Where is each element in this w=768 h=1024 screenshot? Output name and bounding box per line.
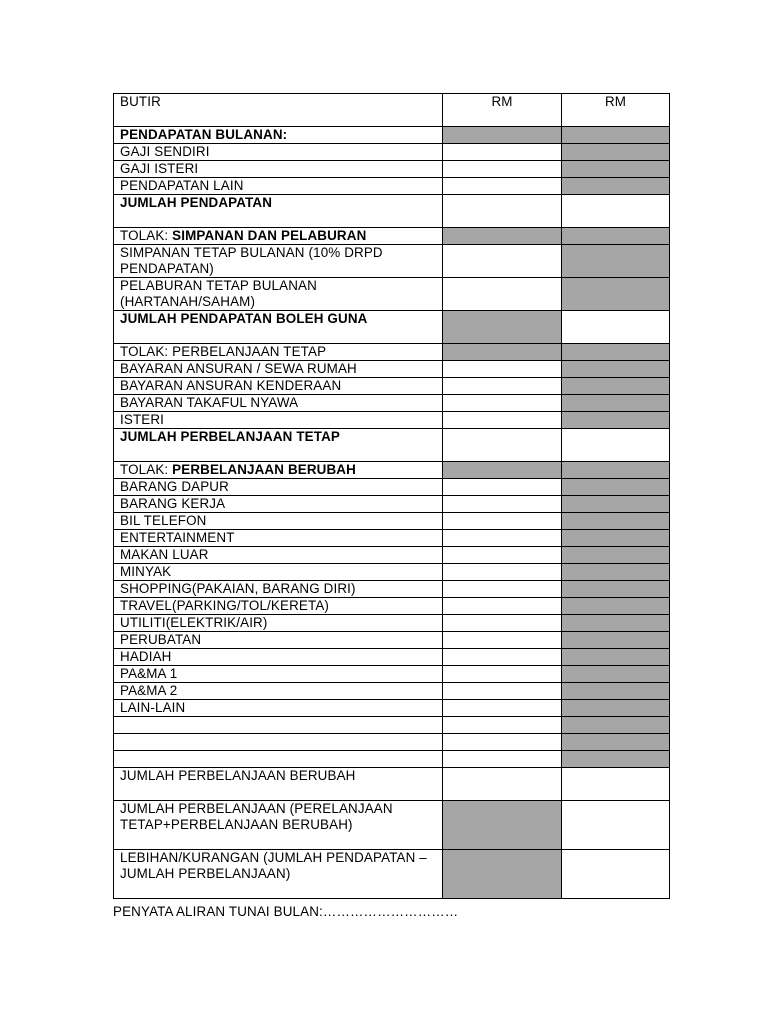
row-label-text: UTILITI(ELEKTRIK/AIR) <box>120 615 268 630</box>
table-row <box>114 462 670 479</box>
shaded-amount-cell <box>443 311 562 344</box>
row-label-text: LEBIHAN/KURANGAN (JUMLAH PENDAPATAN – JUMLAH PERBELANJAAN) <box>120 850 427 881</box>
table-row <box>114 479 670 496</box>
shaded-amount-cell <box>562 564 670 581</box>
row-label-text: PELABURAN TETAP BULANAN (HARTANAH/SAHAM) <box>120 278 317 309</box>
row-label <box>114 768 443 801</box>
table-body <box>114 94 670 899</box>
row-label <box>114 412 443 429</box>
row-label-text: SHOPPING(PAKAIAN, BARANG DIRI) <box>120 581 356 596</box>
shaded-amount-cell <box>562 228 670 245</box>
shaded-amount-cell <box>562 547 670 564</box>
shaded-amount-cell <box>443 127 562 144</box>
amount-cell[interactable] <box>562 311 670 344</box>
row-label-text: BAYARAN TAKAFUL NYAWA <box>120 395 299 410</box>
row-label-text: ENTERTAINMENT <box>120 530 235 545</box>
table-row <box>114 195 670 228</box>
table-row <box>114 768 670 801</box>
shaded-amount-cell <box>562 412 670 429</box>
table-row <box>114 581 670 598</box>
row-label <box>114 378 443 395</box>
row-label <box>114 700 443 717</box>
table-row <box>114 344 670 361</box>
shaded-amount-cell <box>562 632 670 649</box>
table-row <box>114 547 670 564</box>
amount-cell[interactable] <box>443 361 562 378</box>
table-row <box>114 361 670 378</box>
row-label-text: BAYARAN ANSURAN / SEWA RUMAH <box>120 361 357 376</box>
amount-cell[interactable] <box>443 412 562 429</box>
row-label <box>114 530 443 547</box>
row-label-text: BARANG DAPUR <box>120 479 229 494</box>
table-row <box>114 144 670 161</box>
shaded-amount-cell <box>443 344 562 361</box>
row-label-text: JUMLAH PERBELANJAAN TETAP <box>120 429 340 444</box>
row-label <box>114 734 443 751</box>
table-row <box>114 717 670 734</box>
row-label-text: MAKAN LUAR <box>120 547 209 562</box>
row-label-text: PERBELANJAAN BERUBAH <box>172 462 356 477</box>
row-label <box>114 429 443 462</box>
shaded-amount-cell <box>562 344 670 361</box>
row-label-text: JUMLAH PENDAPATAN BOLEH GUNA <box>120 311 368 326</box>
table-row <box>114 615 670 632</box>
shaded-amount-cell <box>443 228 562 245</box>
row-label-text: SIMPANAN TETAP BULANAN (10% DRPD PENDAPATAN) <box>120 245 383 276</box>
amount-cell[interactable] <box>562 429 670 462</box>
row-label-text: SIMPANAN DAN PELABURAN <box>172 228 367 243</box>
amount-cell[interactable] <box>443 144 562 161</box>
amount-cell[interactable] <box>443 496 562 513</box>
shaded-amount-cell <box>562 734 670 751</box>
shaded-amount-cell <box>562 751 670 768</box>
shaded-amount-cell <box>562 666 670 683</box>
table-row <box>114 598 670 615</box>
amount-cell[interactable] <box>443 564 562 581</box>
row-label <box>114 649 443 666</box>
table-row <box>114 530 670 547</box>
row-label-text: ISTERI <box>120 412 165 427</box>
row-label <box>114 850 443 899</box>
row-label <box>114 513 443 530</box>
amount-cell[interactable] <box>443 378 562 395</box>
amount-cell[interactable] <box>443 649 562 666</box>
table-row <box>114 127 670 144</box>
shaded-amount-cell <box>562 245 670 278</box>
table-row <box>114 178 670 195</box>
shaded-amount-cell <box>562 649 670 666</box>
amount-cell[interactable] <box>443 161 562 178</box>
table-row <box>114 700 670 717</box>
row-label-text: PENDAPATAN BULANAN: <box>120 127 288 142</box>
row-label <box>114 395 443 412</box>
row-label-text: JUMLAH PERBELANJAAN (PERELANJAAN TETAP+PERBELANJAAN BERUBAH) <box>120 801 393 832</box>
table-row <box>114 228 670 245</box>
amount-cell[interactable] <box>562 195 670 228</box>
row-label <box>114 615 443 632</box>
shaded-amount-cell <box>562 496 670 513</box>
row-label-text: GAJI SENDIRI <box>120 144 210 159</box>
amount-cell[interactable] <box>443 245 562 278</box>
shaded-amount-cell <box>562 598 670 615</box>
row-label-prefix: TOLAK: <box>120 228 173 243</box>
table-row <box>114 278 670 311</box>
amount-cell[interactable] <box>443 717 562 734</box>
amount-cell[interactable] <box>562 768 670 801</box>
shaded-amount-cell <box>562 700 670 717</box>
amount-cell[interactable] <box>443 278 562 311</box>
amount-cell[interactable] <box>443 395 562 412</box>
amount-cell[interactable] <box>443 734 562 751</box>
row-label-text: BARANG KERJA <box>120 496 226 511</box>
shaded-amount-cell <box>562 479 670 496</box>
row-label <box>114 311 443 344</box>
row-label-text: PA&MA 1 <box>120 666 178 681</box>
shaded-amount-cell <box>562 683 670 700</box>
amount-cell[interactable] <box>443 666 562 683</box>
row-label <box>114 361 443 378</box>
table-row <box>114 751 670 768</box>
row-label <box>114 751 443 768</box>
table-row <box>114 378 670 395</box>
table-row <box>114 649 670 666</box>
amount-cell[interactable] <box>443 429 562 462</box>
statement-footer: PENYATA ALIRAN TUNAI BULAN:………………………… <box>113 904 459 919</box>
amount-cell[interactable] <box>443 547 562 564</box>
row-label-text: BAYARAN ANSURAN KENDERAAN <box>120 378 342 393</box>
amount-cell[interactable] <box>443 683 562 700</box>
row-label <box>114 278 443 311</box>
shaded-amount-cell <box>562 717 670 734</box>
row-label-text: JUMLAH PERBELANJAAN BERUBAH <box>120 768 356 783</box>
row-label-text: TRAVEL(PARKING/TOL/KERETA) <box>120 598 330 613</box>
row-label <box>114 178 443 195</box>
row-label <box>114 245 443 278</box>
row-label <box>114 161 443 178</box>
row-label <box>114 127 443 144</box>
amount-cell[interactable] <box>443 513 562 530</box>
row-label-text: TOLAK: PERBELANJAAN TETAP <box>120 344 327 359</box>
row-label-text: JUMLAH PENDAPATAN <box>120 195 273 210</box>
table-row <box>114 564 670 581</box>
row-label <box>114 581 443 598</box>
amount-cell[interactable] <box>562 850 670 899</box>
amount-cell[interactable] <box>443 479 562 496</box>
row-label <box>114 496 443 513</box>
row-label <box>114 144 443 161</box>
shaded-amount-cell <box>443 801 562 850</box>
row-label <box>114 479 443 496</box>
row-label <box>114 462 443 479</box>
row-label-text: LAIN-LAIN <box>120 700 186 715</box>
row-label <box>114 632 443 649</box>
amount-cell[interactable] <box>443 195 562 228</box>
table-row <box>114 395 670 412</box>
row-label <box>114 547 443 564</box>
table-row <box>114 734 670 751</box>
shaded-amount-cell <box>562 513 670 530</box>
shaded-amount-cell <box>562 361 670 378</box>
table-row <box>114 245 670 278</box>
table-header-row <box>114 94 670 127</box>
row-label <box>114 564 443 581</box>
row-label-text: HADIAH <box>120 649 172 664</box>
amount-cell[interactable] <box>443 700 562 717</box>
row-label <box>114 195 443 228</box>
row-label-text: BIL TELEFON <box>120 513 207 528</box>
header-rm-2: RM <box>562 94 670 127</box>
row-label <box>114 717 443 734</box>
row-label-text: PERUBATAN <box>120 632 202 647</box>
row-label <box>114 666 443 683</box>
shaded-amount-cell <box>562 530 670 547</box>
shaded-amount-cell <box>562 395 670 412</box>
amount-cell[interactable] <box>443 598 562 615</box>
amount-cell[interactable] <box>443 530 562 547</box>
shaded-amount-cell <box>562 178 670 195</box>
shaded-amount-cell <box>562 127 670 144</box>
row-label-text: PA&MA 2 <box>120 683 178 698</box>
table-row <box>114 801 670 850</box>
shaded-amount-cell <box>443 462 562 479</box>
header-item: BUTIR <box>114 94 443 127</box>
table-row <box>114 161 670 178</box>
amount-cell[interactable] <box>443 581 562 598</box>
row-label <box>114 228 443 245</box>
table-row <box>114 683 670 700</box>
table-row <box>114 632 670 649</box>
shaded-amount-cell <box>562 615 670 632</box>
row-label <box>114 801 443 850</box>
table-row <box>114 311 670 344</box>
shaded-amount-cell <box>562 462 670 479</box>
table-row <box>114 496 670 513</box>
row-label <box>114 598 443 615</box>
table-row <box>114 412 670 429</box>
cash-flow-table <box>113 93 670 899</box>
header-rm-1: RM <box>443 94 562 127</box>
table-row <box>114 850 670 899</box>
table-row <box>114 429 670 462</box>
row-label <box>114 344 443 361</box>
amount-cell[interactable] <box>443 751 562 768</box>
amount-cell[interactable] <box>443 615 562 632</box>
row-label-text: MINYAK <box>120 564 172 579</box>
row-label-text: PENDAPATAN LAIN <box>120 178 244 193</box>
shaded-amount-cell <box>562 161 670 178</box>
table-row <box>114 666 670 683</box>
table-row <box>114 513 670 530</box>
amount-cell[interactable] <box>443 768 562 801</box>
amount-cell[interactable] <box>443 178 562 195</box>
shaded-amount-cell <box>562 278 670 311</box>
row-label-text: GAJI ISTERI <box>120 161 199 176</box>
row-label <box>114 683 443 700</box>
amount-cell[interactable] <box>562 801 670 850</box>
row-label-prefix: TOLAK: <box>120 462 173 477</box>
shaded-amount-cell <box>562 378 670 395</box>
shaded-amount-cell <box>562 581 670 598</box>
amount-cell[interactable] <box>443 632 562 649</box>
shaded-amount-cell <box>562 144 670 161</box>
shaded-amount-cell <box>443 850 562 899</box>
